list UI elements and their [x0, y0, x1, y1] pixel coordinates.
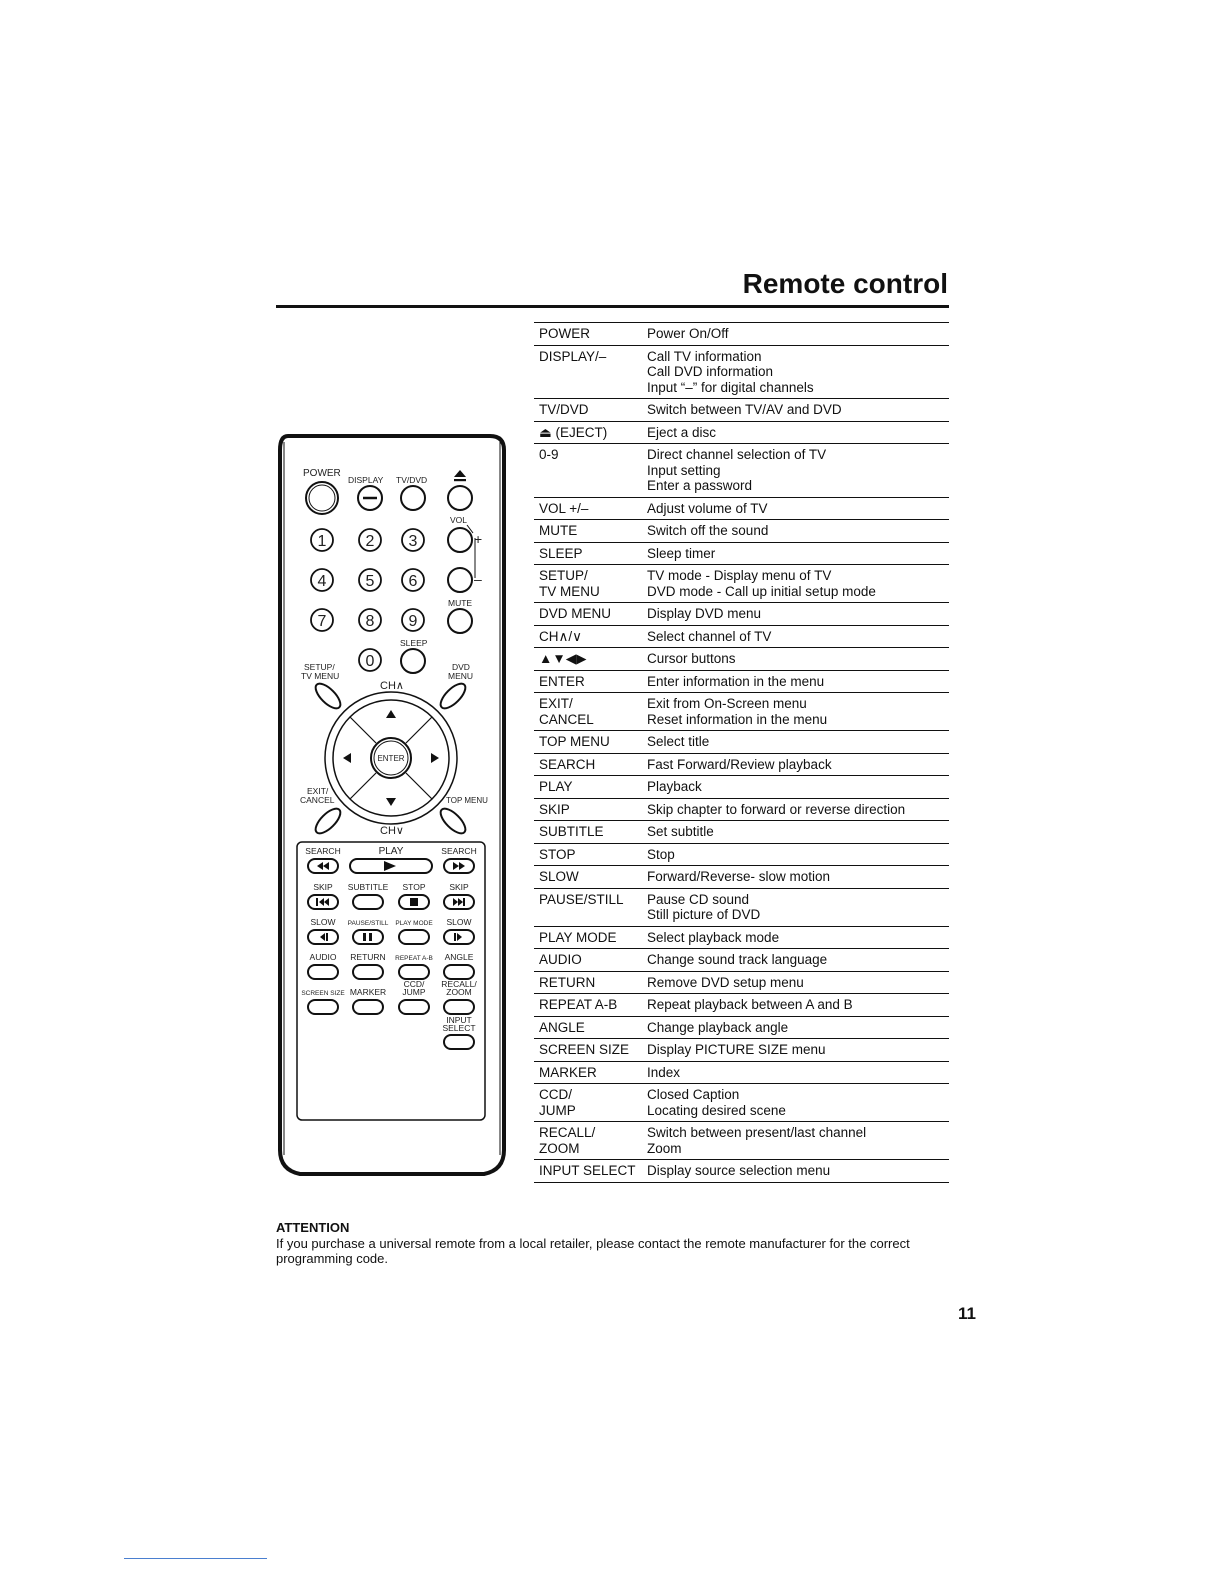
- repeat-ab-label: REPEAT A-B: [395, 955, 433, 962]
- function-key-line: TV/DVD: [539, 402, 589, 417]
- table-row: [534, 1084, 949, 1122]
- function-description: [642, 1084, 949, 1122]
- function-key: [534, 323, 642, 346]
- table-row: [534, 603, 949, 626]
- vol-label: VOL: [450, 515, 468, 525]
- attention-text: If you purchase a universal remote from a local retailer, please contact the remote manufacturer for the correct programming code.: [276, 1235, 910, 1266]
- function-key-line: STOP: [539, 846, 576, 862]
- function-description-line: Call DVD information: [647, 364, 774, 379]
- function-key: [534, 1039, 642, 1062]
- function-description-line: Change playback angle: [647, 1019, 789, 1035]
- function-description: [642, 994, 949, 1017]
- function-description: [642, 497, 949, 520]
- function-description-line: Change sound track language: [647, 952, 828, 967]
- function-key-line: ▲▼◀▶: [539, 651, 587, 666]
- function-key: [534, 994, 642, 1017]
- function-key: [534, 603, 642, 626]
- function-key: [534, 1160, 642, 1183]
- function-description-line: DVD mode - Call up initial setup mode: [647, 583, 876, 599]
- digit-5-button[interactable]: [359, 569, 381, 591]
- ch-down-label: CH∨: [380, 825, 404, 837]
- svg-text:2: 2: [365, 533, 375, 550]
- function-description: [642, 520, 949, 543]
- function-description: [642, 798, 949, 821]
- table-row: [534, 971, 949, 994]
- function-description-line: Repeat playback between A and B: [647, 997, 853, 1012]
- function-description: [642, 565, 949, 603]
- function-key: [534, 1061, 642, 1084]
- function-key-line: 0-9: [539, 447, 559, 462]
- function-key-line: PAUSE/STILL: [539, 891, 624, 907]
- function-key-line: RETURN: [539, 974, 596, 990]
- function-description: [642, 1160, 949, 1183]
- tvdvd-label: TV/DVD: [396, 475, 428, 485]
- function-key-line: TOP MENU: [539, 734, 610, 749]
- svg-text:9: 9: [408, 613, 418, 630]
- table-row: [534, 542, 949, 565]
- pause-still-button[interactable]: [353, 930, 383, 944]
- function-description: [642, 821, 949, 844]
- play-label: PLAY: [378, 846, 404, 857]
- table-row: [534, 625, 949, 648]
- function-key: [534, 866, 642, 889]
- skip-rev-label: SKIP: [313, 882, 333, 892]
- table-row: [534, 776, 949, 799]
- subtitle-label: SUBTITLE: [347, 882, 389, 892]
- function-description: [642, 421, 949, 444]
- function-description: [642, 971, 949, 994]
- function-description-line: Display source selection menu: [647, 1163, 831, 1178]
- table-row: [534, 670, 949, 693]
- table-row: [534, 421, 949, 444]
- function-key-line: EXIT/: [539, 696, 573, 711]
- page-title: Remote control: [742, 268, 948, 299]
- function-description-line: Switch between TV/AV and DVD: [647, 402, 842, 417]
- enter-button[interactable]: [371, 738, 411, 778]
- recall-label: RECALL/: [441, 979, 477, 989]
- function-description-line: Exit from On-Screen menu: [647, 696, 807, 711]
- function-description: [642, 753, 949, 776]
- skip-fwd-label: SKIP: [449, 882, 469, 892]
- ccd-label: CCD/: [403, 979, 425, 989]
- power-label: POWER: [303, 468, 341, 479]
- function-description-line: Switch off the sound: [647, 523, 769, 538]
- digit-7-button[interactable]: [311, 609, 333, 631]
- table-row: [534, 843, 949, 866]
- function-description-line: Closed Caption: [647, 1087, 740, 1102]
- table-row: [534, 1061, 949, 1084]
- table-row: [534, 1016, 949, 1039]
- function-description-line: Enter a password: [647, 478, 753, 493]
- digit-9-button[interactable]: [402, 609, 424, 631]
- function-key-line: SUBTITLE: [539, 824, 604, 839]
- svg-text:8: 8: [365, 613, 375, 630]
- function-key-line: CCD/: [539, 1087, 572, 1102]
- function-description-line: Cursor buttons: [647, 651, 736, 666]
- display-button[interactable]: [358, 486, 382, 510]
- function-key: [534, 399, 642, 422]
- svg-text:7: 7: [317, 613, 327, 630]
- function-key: [534, 843, 642, 866]
- function-description: [642, 866, 949, 889]
- search-rev-label: SEARCH: [305, 846, 341, 856]
- function-description-line: Switch between present/last channel: [647, 1125, 867, 1140]
- function-description-line: Playback: [647, 779, 702, 794]
- input-select-button[interactable]: [444, 1035, 474, 1049]
- function-key: [534, 776, 642, 799]
- zoom-label: ZOOM: [446, 987, 472, 997]
- function-description-line: Display PICTURE SIZE menu: [647, 1042, 826, 1057]
- vol-plus-label: +: [474, 531, 483, 547]
- function-description-line: Reset information in the menu: [647, 711, 828, 727]
- table-row: [534, 888, 949, 926]
- function-description-line: Display DVD menu: [647, 606, 762, 621]
- function-description-line: Input setting: [647, 462, 721, 478]
- menu-label: MENU: [448, 671, 474, 681]
- function-description: [642, 888, 949, 926]
- stop-label: STOP: [402, 882, 426, 892]
- vol-minus-label: –: [474, 571, 482, 587]
- table-row: [534, 1122, 949, 1160]
- function-key-line: ANGLE: [539, 1019, 585, 1035]
- function-description: [642, 1039, 949, 1062]
- function-key-line: CH∧/∨: [539, 628, 583, 644]
- function-key-line: CANCEL: [539, 711, 594, 727]
- function-description-line: Set subtitle: [647, 824, 714, 839]
- function-key: [534, 926, 642, 949]
- function-description: [642, 323, 949, 346]
- angle-button[interactable]: [444, 965, 474, 979]
- svg-text:ENTER: ENTER: [377, 754, 405, 763]
- svg-text:0: 0: [365, 653, 375, 670]
- subtitle-button[interactable]: [353, 895, 383, 909]
- marker-button[interactable]: [353, 1000, 383, 1014]
- power-button[interactable]: [306, 482, 338, 514]
- function-description: [642, 542, 949, 565]
- function-key-line: TV MENU: [539, 583, 600, 599]
- cancel-label: CANCEL: [300, 795, 335, 805]
- function-key: [534, 648, 642, 671]
- function-description-line: Power On/Off: [647, 326, 729, 341]
- function-key: [534, 1122, 642, 1160]
- pause-still-label: PAUSE/STILL: [347, 920, 389, 927]
- table-row: [534, 497, 949, 520]
- function-description: [642, 926, 949, 949]
- function-key-line: ENTER: [539, 673, 585, 689]
- digit-0-button[interactable]: [359, 649, 381, 671]
- table-row: [534, 520, 949, 543]
- function-key-line: ⏏ (EJECT): [539, 424, 608, 440]
- function-description-line: Sleep timer: [647, 545, 716, 561]
- function-description-line: Select title: [647, 734, 710, 749]
- function-key: [534, 821, 642, 844]
- table-row: [534, 399, 949, 422]
- function-key-line: INPUT SELECT: [539, 1163, 636, 1178]
- function-key: [534, 693, 642, 731]
- function-key-line: POWER: [539, 326, 591, 341]
- play-mode-button[interactable]: [399, 930, 429, 944]
- function-key-line: MARKER: [539, 1064, 597, 1080]
- table-row: [534, 1039, 949, 1062]
- table-row: [534, 648, 949, 671]
- function-description-line: Pause CD sound: [647, 891, 750, 907]
- digit-4-button[interactable]: [311, 569, 333, 591]
- function-description-line: Zoom: [647, 1140, 682, 1156]
- function-description: [642, 345, 949, 399]
- function-key: [534, 753, 642, 776]
- function-description: [642, 731, 949, 754]
- table-row: [534, 949, 949, 972]
- select-label: SELECT: [442, 1023, 476, 1033]
- attention-heading: ATTENTION: [276, 1220, 350, 1235]
- function-description-line: Index: [647, 1064, 681, 1080]
- function-description-line: Call TV information: [647, 348, 762, 364]
- tv-menu-label: TV MENU: [301, 671, 340, 681]
- function-description-line: Forward/Reverse- slow motion: [647, 869, 831, 884]
- svg-text:6: 6: [408, 573, 418, 590]
- function-description-line: TV mode - Display menu of TV: [647, 568, 832, 583]
- sleep-button[interactable]: [401, 649, 425, 673]
- display-label: DISPLAY: [348, 475, 384, 485]
- function-description-line: Locating desired scene: [647, 1102, 786, 1118]
- dvd-label: DVD: [452, 662, 470, 672]
- slow-rev-label: SLOW: [310, 917, 336, 927]
- function-key-line: MUTE: [539, 523, 578, 538]
- function-description: [642, 444, 949, 498]
- function-key-line: SLOW: [539, 869, 579, 884]
- title-rule: [276, 305, 949, 308]
- function-key: [534, 1084, 642, 1122]
- function-description-line: Select channel of TV: [647, 628, 772, 644]
- exit-label: EXIT/: [307, 786, 329, 796]
- jump-label: JUMP: [402, 987, 426, 997]
- function-description: [642, 1016, 949, 1039]
- function-description-line: Select playback mode: [647, 929, 780, 945]
- mute-button[interactable]: [448, 609, 472, 633]
- marker-label: MARKER: [349, 987, 387, 997]
- repeat-ab-button[interactable]: [399, 965, 429, 979]
- function-description-line: Still picture of DVD: [647, 907, 761, 922]
- function-key-line: RECALL/: [539, 1125, 596, 1140]
- recall-zoom-button[interactable]: [444, 1000, 474, 1014]
- sleep-label: SLEEP: [400, 638, 428, 648]
- function-description: [642, 1061, 949, 1084]
- function-description-line: Input “–” for digital channels: [647, 379, 814, 395]
- slow-fwd-label: SLOW: [446, 917, 472, 927]
- function-description: [642, 625, 949, 648]
- functions-table: [534, 322, 949, 1183]
- function-description-line: Fast Forward/Review playback: [647, 756, 832, 772]
- screen-size-label: SCREEN SIZE: [301, 990, 345, 997]
- audio-label: AUDIO: [309, 952, 337, 962]
- function-description-line: Skip chapter to forward or reverse direction: [647, 801, 906, 817]
- function-description: [642, 670, 949, 693]
- function-key-line: SKIP: [539, 801, 570, 817]
- function-key-line: DVD MENU: [539, 606, 612, 621]
- svg-text:3: 3: [408, 533, 418, 550]
- tvdvd-button[interactable]: [401, 486, 425, 510]
- function-key-line: SETUP/: [539, 568, 588, 583]
- table-row: [534, 565, 949, 603]
- table-row: [534, 821, 949, 844]
- mute-label: MUTE: [448, 598, 473, 608]
- function-description-line: Enter information in the menu: [647, 673, 825, 689]
- screen-size-button[interactable]: [308, 1000, 338, 1014]
- remote-illustration: [270, 430, 512, 1182]
- svg-text:4: 4: [317, 573, 327, 590]
- function-description: [642, 603, 949, 626]
- svg-text:5: 5: [365, 573, 375, 590]
- audio-button[interactable]: [308, 965, 338, 979]
- function-key: [534, 798, 642, 821]
- vol-up-button[interactable]: [448, 528, 472, 552]
- table-row: [534, 994, 949, 1017]
- function-key-line: PLAY MODE: [539, 929, 617, 945]
- function-key-line: PLAY: [539, 779, 573, 794]
- table-row: [534, 798, 949, 821]
- function-description: [642, 399, 949, 422]
- function-key: [534, 520, 642, 543]
- digit-2-button[interactable]: [359, 529, 381, 551]
- table-row: [534, 323, 949, 346]
- digit-8-button[interactable]: [359, 609, 381, 631]
- function-description: [642, 843, 949, 866]
- function-description: [642, 1122, 949, 1160]
- attention-note: [276, 1220, 956, 1267]
- function-key-line: DISPLAY/–: [539, 348, 607, 364]
- table-row: [534, 753, 949, 776]
- function-key: [534, 565, 642, 603]
- function-description: [642, 693, 949, 731]
- digit-6-button[interactable]: [402, 569, 424, 591]
- table-row: [534, 444, 949, 498]
- table-row: [534, 866, 949, 889]
- digit-1-button[interactable]: [311, 529, 333, 551]
- function-key: [534, 444, 642, 498]
- table-row: [534, 693, 949, 731]
- ccd-jump-button[interactable]: [399, 1000, 429, 1014]
- search-fwd-label: SEARCH: [441, 846, 477, 856]
- function-key: [534, 888, 642, 926]
- function-key-line: ZOOM: [539, 1140, 580, 1156]
- svg-text:1: 1: [317, 533, 327, 550]
- function-key: [534, 345, 642, 399]
- function-key-line: REPEAT A-B: [539, 997, 618, 1012]
- angle-label: ANGLE: [444, 952, 474, 962]
- function-key-line: VOL +/–: [539, 500, 589, 516]
- function-key: [534, 625, 642, 648]
- ch-up-label: CH∧: [380, 680, 404, 692]
- vol-down-button[interactable]: [448, 568, 472, 592]
- function-key: [534, 497, 642, 520]
- return-button[interactable]: [353, 965, 383, 979]
- function-key: [534, 542, 642, 565]
- stop-icon: [410, 898, 418, 906]
- setup-label: SETUP/: [304, 662, 335, 672]
- table-row: [534, 926, 949, 949]
- table-row: [534, 345, 949, 399]
- function-key: [534, 971, 642, 994]
- table-row: [534, 1160, 949, 1183]
- function-key-line: AUDIO: [539, 952, 582, 967]
- function-key: [534, 1016, 642, 1039]
- table-row: [534, 731, 949, 754]
- function-key: [534, 731, 642, 754]
- function-description-line: Eject a disc: [647, 424, 717, 440]
- input-label: INPUT: [446, 1015, 472, 1025]
- top-menu-label: TOP MENU: [446, 796, 488, 805]
- function-key-line: SEARCH: [539, 756, 596, 772]
- function-key-line: SLEEP: [539, 545, 583, 561]
- digit-3-button[interactable]: [402, 529, 424, 551]
- function-key-line: SCREEN SIZE: [539, 1042, 630, 1057]
- function-key: [534, 949, 642, 972]
- return-label: RETURN: [350, 952, 386, 962]
- function-description: [642, 949, 949, 972]
- footer-link-underline: [124, 1558, 267, 1559]
- function-key: [534, 421, 642, 444]
- eject-button[interactable]: [448, 486, 472, 510]
- function-description: [642, 648, 949, 671]
- function-description-line: Stop: [647, 846, 675, 862]
- page-number: 11: [958, 1304, 976, 1323]
- function-description-line: Remove DVD setup menu: [647, 974, 804, 990]
- function-key-line: JUMP: [539, 1102, 576, 1118]
- play-mode-label: PLAY MODE: [395, 920, 433, 927]
- function-description: [642, 776, 949, 799]
- function-description-line: Direct channel selection of TV: [647, 447, 827, 462]
- function-description-line: Adjust volume of TV: [647, 500, 768, 516]
- function-key: [534, 670, 642, 693]
